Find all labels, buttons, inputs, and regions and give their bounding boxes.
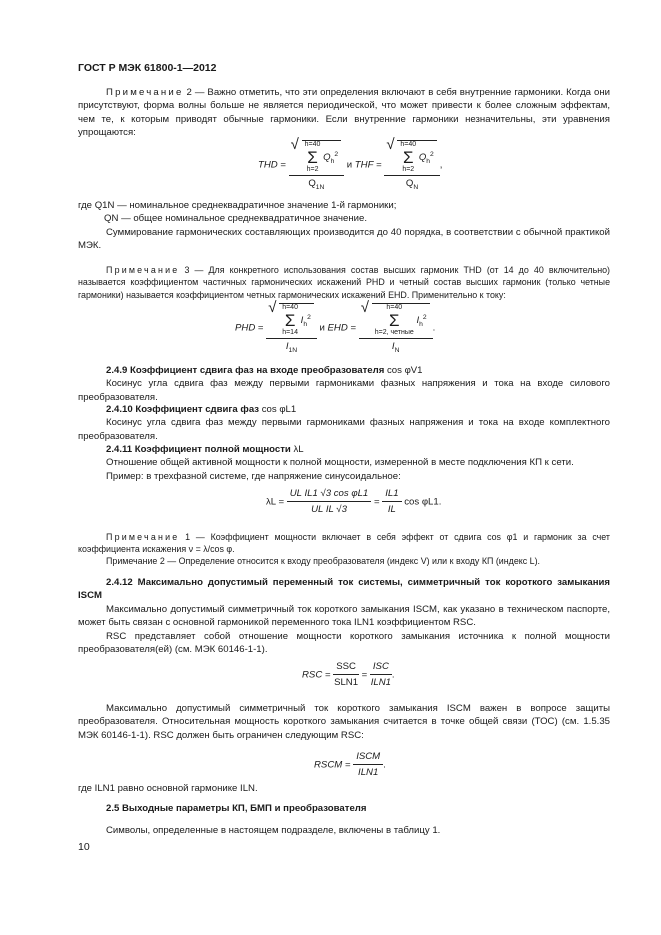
fraction-numerator: SSC bbox=[333, 660, 359, 675]
section-text: Косинус угла сдвига фаз между первыми гармониками фазных напряжения и тока на входе комплектного преобразователя. bbox=[78, 417, 610, 442]
q1n-desc: — номинальное среднеквадратичное значение 1-й гармоники; bbox=[117, 200, 397, 211]
qh-symbol: Q bbox=[418, 152, 427, 164]
rsc-fraction-2 bbox=[370, 660, 392, 690]
formula-thd-thf: THD = √ h=40 Σ h=2 $Q_h^2$ $Q_{1N}$ и THF = √ h=40 Σ h=2 $Q_h^2$ $Q_N$ , bbox=[258, 140, 578, 195]
lambda-tail: cos φL1. bbox=[404, 496, 442, 508]
summation-paragraph: Суммирование гармонических составляющих производится до 40 порядка, в соответствии с обычной практикой МЭК. bbox=[78, 227, 610, 252]
formula-rsc bbox=[302, 660, 502, 696]
section-symbol: cos φV1 bbox=[386, 365, 423, 376]
note-3 bbox=[78, 264, 610, 301]
note-power-factor bbox=[78, 531, 610, 556]
section-text: Отношение общей активной мощности к полной мощности, измеренной в месте подключения КП к сети. bbox=[106, 457, 574, 469]
formula-end: , bbox=[439, 159, 443, 171]
q1n-symbol: Q bbox=[308, 178, 316, 189]
lambda-fraction-1 bbox=[287, 487, 372, 517]
thd-symbol: THD bbox=[258, 159, 278, 171]
section-paragraph-1: Максимально допустимый симметричный ток короткого замыкания ISCM, как указано в техническом паспорте, может быть связан с основной гармоникой переменного тока ILN1 коэффициентом RSC. bbox=[78, 603, 610, 629]
ih-symbol: I bbox=[416, 315, 420, 327]
in-symbol: I bbox=[391, 341, 395, 352]
section-2-5-text: Символы, определенные в настоящем подразделе, включены в таблицу 1. bbox=[106, 825, 441, 836]
rsc-fraction-1 bbox=[333, 660, 359, 690]
note-text: 1 — Коэффициент мощности включает в себя эффект от сдвига cos φ1 и гармоник за счет коэффициента искажения ν = λ/cos φ. bbox=[78, 532, 610, 555]
page-number: 10 bbox=[78, 841, 90, 853]
phd-fraction: √ h=40 Σ h=14 $I_h^2$ $I_{1N}$ bbox=[266, 303, 317, 353]
section-paragraph-2: RSC представляет собой отношение мощности короткого замыкания источника к полной мощности преобразователя(ей) (см. МЭК 60146-1-1). bbox=[78, 630, 610, 656]
note-label: Примечание bbox=[106, 265, 180, 275]
fraction-numerator: ISC bbox=[370, 660, 392, 675]
rscm-fraction bbox=[353, 750, 383, 780]
qn-label: QN bbox=[104, 213, 119, 225]
fraction-denominator: SLN1 bbox=[334, 677, 359, 689]
section-title: 2.4.9 Коэффициент сдвига фаз на входе преобразователя bbox=[106, 365, 385, 376]
sum-limit-bottom: h=2, четные bbox=[374, 329, 414, 336]
rscm-lhs: RSCM = bbox=[314, 759, 351, 771]
document-header: ГОСТ Р МЭК 61800-1—2012 bbox=[78, 62, 217, 74]
phd-symbol: PHD bbox=[235, 322, 256, 334]
section-symbol: λL bbox=[293, 444, 304, 455]
fraction-numerator: IL1 bbox=[382, 487, 401, 502]
qn-symbol: Q bbox=[405, 178, 414, 189]
section-2-4-10 bbox=[78, 403, 610, 443]
equals-sign: = bbox=[361, 669, 368, 681]
fraction-denominator: ILN1 bbox=[370, 677, 392, 689]
formula-end: . bbox=[432, 322, 436, 334]
sum-limit-top: h=40 bbox=[386, 304, 403, 311]
section-text: Косинус угла сдвига фаз между первыми гармониками фазных напряжения и тока на входе силового преобразователя. bbox=[78, 378, 610, 403]
where-list-1 bbox=[78, 199, 610, 226]
where-ln1: где ILN1 равно основной гармонике ILN. bbox=[78, 783, 258, 794]
section-title: 2.4.10 Коэффициент сдвига фаз bbox=[106, 404, 260, 415]
fraction-numerator: UL IL1 √3 cos φL1 bbox=[287, 487, 372, 502]
thf-fraction: √ h=40 Σ h=2 $Q_h^2$ $Q_N$ bbox=[384, 140, 439, 190]
sum-limit-top: h=40 bbox=[400, 141, 417, 148]
fraction-denominator: IL bbox=[387, 504, 396, 516]
formula-end: . bbox=[383, 759, 386, 771]
formula-rscm bbox=[314, 750, 474, 784]
note-label: Примечание bbox=[106, 87, 184, 98]
fraction-numerator: ISCM bbox=[353, 750, 383, 765]
rsc-lhs: RSC = bbox=[302, 669, 331, 681]
sum-limit-bottom: h=2 bbox=[306, 166, 319, 173]
lambda-lhs: λL = bbox=[266, 496, 285, 508]
thf-symbol: THF bbox=[354, 159, 374, 171]
note-2 bbox=[78, 86, 610, 140]
section-title: 2.4.11 Коэффициент полной мощности bbox=[106, 444, 291, 455]
ehd-symbol: EHD bbox=[327, 322, 348, 334]
section-2-4-9 bbox=[78, 364, 610, 404]
section-paragraph-3: Максимально допустимый симметричный ток короткого замыкания ISCM важен в вопросе защиты преобразователя. Относительная мощность короткого замыкания считается в точке общей связи (ТОС) (см. 1.5.35 МЭК 60146-1-1). RSC должен быть ограничен следующим RSC: bbox=[78, 703, 610, 741]
ehd-fraction: √ h=40 Σ h=2, четные $I_h^2$ $I_N$ bbox=[359, 303, 433, 353]
and-word: и bbox=[346, 159, 353, 171]
section-2-4-12 bbox=[78, 576, 610, 656]
formula-end: . bbox=[391, 669, 395, 681]
formula-phd-ehd: PHD = √ h=40 Σ h=14 $I_h^2$ $I_{1N}$ и EHD = √ h=40 Σ h=2, четные $I_h^2$ $I_N$ . bbox=[235, 303, 575, 358]
section-2-4-11 bbox=[78, 443, 610, 483]
thd-fraction: √ h=40 Σ h=2 $Q_h^2$ $Q_{1N}$ bbox=[289, 140, 344, 190]
lambda-fraction-2 bbox=[382, 487, 401, 517]
sum-limit-top: h=40 bbox=[282, 304, 298, 311]
note-text: 2 — Важно отметить, что эти определения включают в себя внутренние гармоники. Когда они присутствуют, форма волны больше не является периодической, что может привести к более сложным эффектам, чем те, к которым приводят обычные гармоники. Если внутренние гармоники незначительны, эти уравнения упрощаются: bbox=[78, 87, 610, 139]
section-symbol: cos φL1 bbox=[261, 404, 297, 415]
i1n-symbol: I bbox=[285, 341, 289, 352]
sum-limit-top: h=40 bbox=[304, 141, 321, 148]
sum-limit-bottom: h=2 bbox=[402, 166, 415, 173]
fraction-denominator: UL IL √3 bbox=[311, 504, 347, 516]
formula-lambda: λL = $\frac{\text{UL IL1 √3 cos φL1}}{\text{UL IL √3}}$ = $\frac{IL1}{IL}$ cos φL1. bbox=[266, 488, 442, 516]
note-text: 3 — Для конкретного использования состав высших гармоник THD (от 14 до 40 включительно) называется коэффициентом частичных гармонических искажений PHD и четный состав высших гармоник (только четные гармоники) называется коэффициентом четных гармонических искажений EHD. Применительно к току: bbox=[78, 265, 610, 300]
note-label: Примечание bbox=[106, 532, 180, 542]
section-2-5-title bbox=[78, 802, 638, 815]
ih-symbol: I bbox=[300, 315, 304, 327]
and-word: и bbox=[319, 322, 325, 334]
fraction-denominator: ILN1 bbox=[358, 767, 379, 779]
note-index: Примечание 2 — Определение относится к входу преобразователя (индекс V) или к входу КП (индекс L). bbox=[106, 556, 540, 566]
sum-limit-bottom: h=14 bbox=[282, 329, 298, 336]
q1n-label: Q1N bbox=[94, 200, 115, 211]
section-title: 2.5 Выходные параметры КП, БМП и преобразователя bbox=[106, 803, 367, 814]
section-title: 2.4.12 Максимально допустимый переменный ток системы, симметричный ток короткого замыкания ISCM bbox=[78, 577, 610, 602]
where-word: где bbox=[78, 200, 93, 211]
qh-symbol: Q bbox=[323, 152, 331, 164]
example-text: Пример: в трехфазной системе, где напряжение синусоидальное: bbox=[106, 470, 401, 482]
qn-desc: — общее номинальное среднеквадратичное значение. bbox=[121, 213, 367, 225]
